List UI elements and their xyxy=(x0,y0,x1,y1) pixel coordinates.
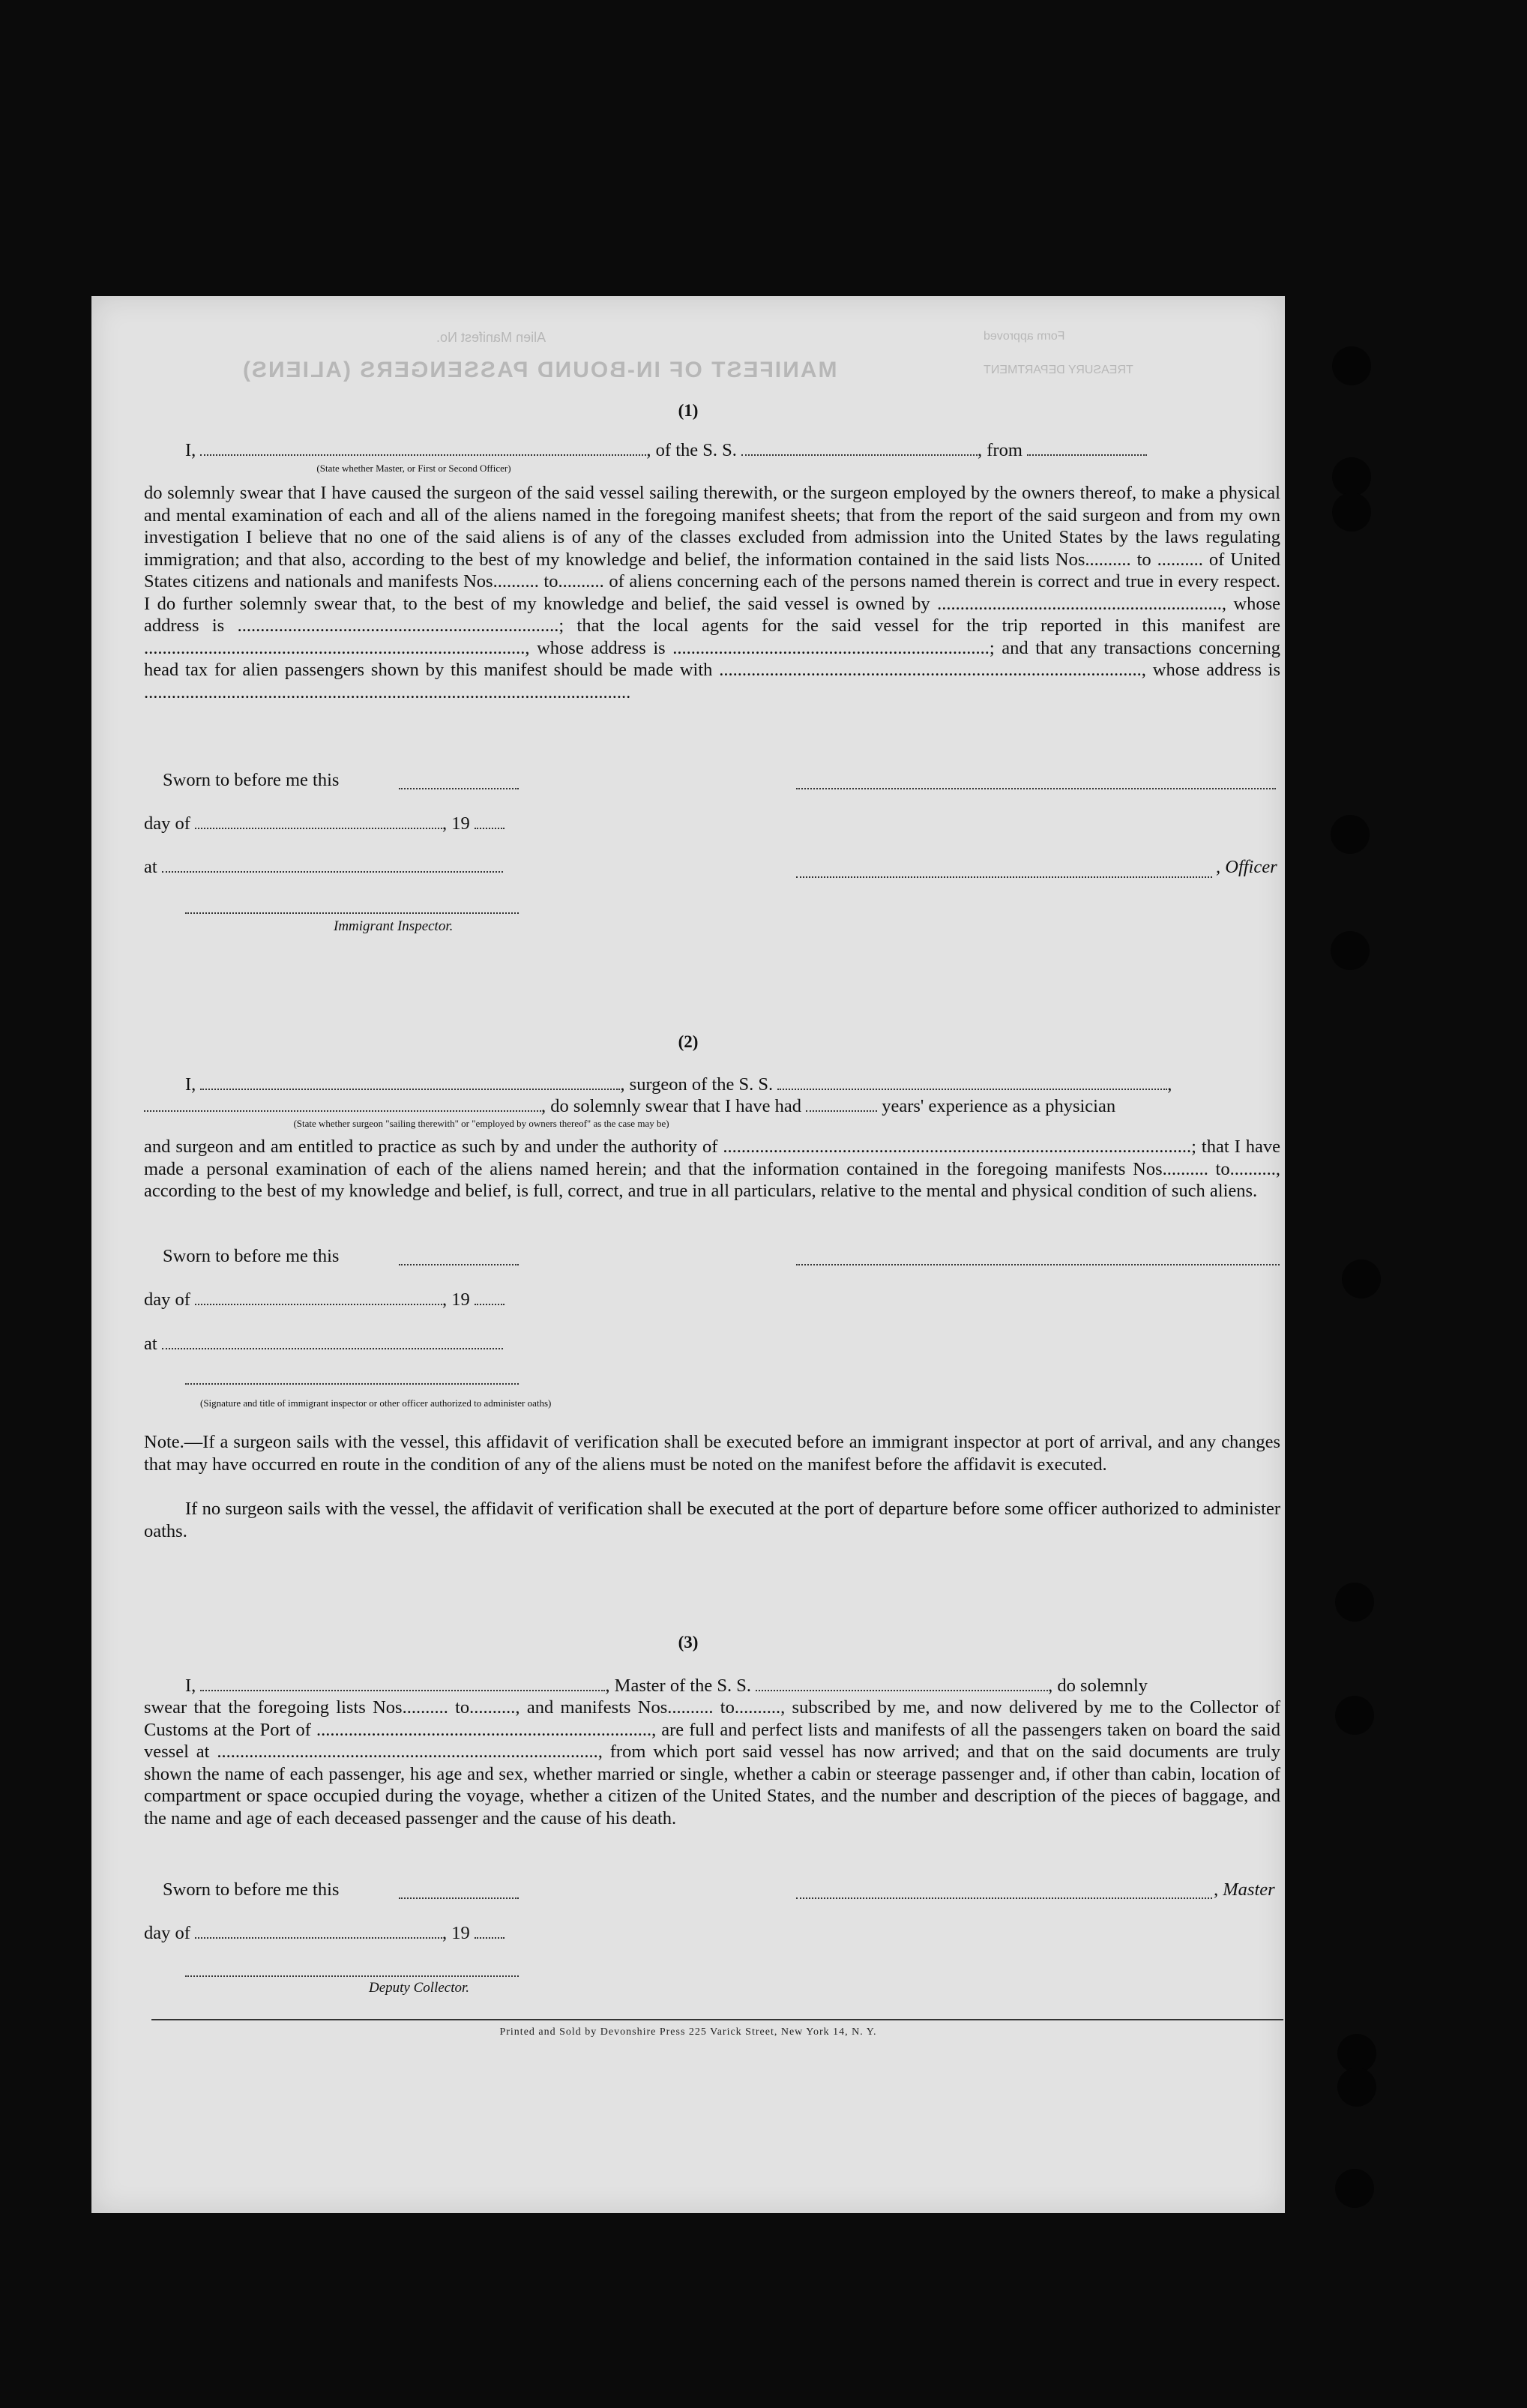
section-2-day-label: day of xyxy=(144,1289,190,1310)
vessel-name-field[interactable] xyxy=(741,442,978,456)
section-3-19: , 19 xyxy=(442,1923,470,1943)
section-1-at-label: at xyxy=(144,857,157,877)
section-1-19: , 19 xyxy=(442,813,470,834)
section-2-sig-hint: (Signature and title of immigrant inspector or other officer authorized to administer oaths) xyxy=(200,1397,552,1409)
section-3-line1 xyxy=(185,1676,1148,1697)
sworn-day-field-1[interactable] xyxy=(399,786,519,789)
punch-hole xyxy=(1337,2068,1376,2107)
years-experience-field[interactable] xyxy=(806,1098,877,1112)
section-3-i: I, xyxy=(185,1676,196,1696)
section-3-sworn: Sworn to before me this xyxy=(163,1879,340,1900)
deputy-collector-label: Deputy Collector. xyxy=(369,1980,470,1996)
section-2-body: and surgeon and am entitled to practice as such by and under the authority of ......................................................................................................; that I have made a personal examination of each of the aliens named herein; and that the information contained in the foregoing manifests Nos.......... to.........., according to the best of my knowledge and belief, is full, correct, and true in all particulars, relative to the mental and physical condition of such aliens. xyxy=(144,1137,1280,1201)
ghost-top-right-1: Form approved xyxy=(984,330,1065,343)
section-2-note-2: If no surgeon sails with the vessel, the affidavit of verification shall be executed at the port of departure before some officer authorized to administer oaths. xyxy=(144,1499,1280,1541)
section-2-day-of xyxy=(144,1289,505,1310)
officer-signature-field[interactable] xyxy=(796,875,1212,878)
section-3-body: swear that the foregoing lists Nos.......... to.........., and manifests Nos.......... to.........., subscribed by me, and now delivered by me to the Collector of Customs at the Port of ........................................................................., are full and perfect lists and manifests of all the passengers taken on board the said vessel at ..................................................................................., from which port said vessel has now arrived; and that on the said documents are truly shown the name of each passenger, his age and sex, whether married or single, whether a cabin or steerage passenger and, if other than cabin, location of compartment or space occupied during the voyage, whether a citizen of the United States, and the number and description of the pieces of baggage, and the name and age of each deceased passenger and the cause of his death. xyxy=(144,1697,1280,1828)
section-2-note-1: Note.—If a surgeon sails with the vessel, this affidavit of verification shall be executed before an immigrant inspector at port of arrival, and any changes that may have occurred en route in the condition of any of the aliens must be noted on the manifest before the affidavit is executed. xyxy=(144,1432,1280,1475)
master-signature-field-1[interactable] xyxy=(796,786,1276,789)
punch-hole xyxy=(1331,931,1370,970)
sworn-month-field-2[interactable] xyxy=(195,1292,442,1305)
sworn-month-field-3[interactable] xyxy=(195,1925,442,1939)
section-1-day-of xyxy=(144,813,505,834)
collector-signature-field[interactable] xyxy=(185,1974,519,1977)
section-2-sworn: Sworn to before me this xyxy=(163,1246,340,1266)
section-3-swear: , do solemnly xyxy=(1048,1676,1148,1696)
punch-hole xyxy=(1332,493,1371,532)
section-3-day-of xyxy=(144,1923,505,1944)
ghost-top-left: Alien Manifest No. xyxy=(436,330,546,345)
vessel-name-field-3[interactable] xyxy=(756,1678,1048,1691)
punch-hole xyxy=(1335,1583,1374,1622)
section-1-i: I, xyxy=(185,440,196,460)
section-1-from: , from xyxy=(978,440,1022,460)
punch-hole xyxy=(1335,2169,1374,2208)
section-1-hint: (State whether Master, or First or Second Officer) xyxy=(316,463,511,474)
surgeon-vessel-field[interactable] xyxy=(777,1077,1167,1090)
punch-hole xyxy=(1342,1259,1381,1298)
section-2-at xyxy=(144,1334,503,1355)
sworn-year-field-2[interactable] xyxy=(475,1292,505,1305)
master-signature-field-3[interactable] xyxy=(796,1896,1212,1899)
section-1-at xyxy=(144,857,503,878)
surgeon-signature-field[interactable] xyxy=(796,1262,1280,1265)
section-2-i: I, xyxy=(185,1074,196,1095)
section-3-number: (3) xyxy=(678,1633,699,1652)
section-1-day-label: day of xyxy=(144,813,190,834)
punch-hole xyxy=(1331,815,1370,854)
punch-hole xyxy=(1335,1696,1374,1735)
inspector-signature-field[interactable] xyxy=(185,911,519,914)
section-2-swear: , do solemnly swear that I have had xyxy=(541,1096,801,1116)
surgeon-status-field[interactable] xyxy=(144,1098,541,1112)
footer-rule xyxy=(151,2019,1283,2020)
sworn-place-field-2[interactable] xyxy=(162,1336,503,1349)
section-1-body: do solemnly swear that I have caused the surgeon of the said vessel sailing therewith, or the surgeon employed by the owners thereof, to make a physical and mental examination of each and all of the aliens named in the foregoing manifest sheets; that from the report of the said surgeon and from my own investigation I believe that no one of the said aliens is of any of the classes excluded from admission into the United States by the laws regulating immigration; and that also, according to the best of my knowledge and belief, the information contained in the said lists Nos.......... to .......... of United States citizens and nationals and manifests Nos.......... to.......... of aliens concerning each of the persons named therein is correct and true in every respect. I do further solemnly swear that, to the best of my knowledge and belief, the said vessel is owned by .............................................................., whose address is ......................................................................; that the local agents for the said vessel for the trip reported in this manifest are ..................................................................................., whose address is .....................................................................; and that any transactions concerning head tax for alien passengers shown by this manifest should be made with ............................................................................................, whose address is .......................................................................................................... xyxy=(144,483,1280,702)
ghost-title: MANIFEST OF IN-BOUND PASSENGERS (ALIENS) xyxy=(241,358,837,382)
inspector-signature-field-2[interactable] xyxy=(185,1382,519,1385)
sworn-day-field-3[interactable] xyxy=(399,1896,519,1899)
sworn-place-field-1[interactable] xyxy=(162,859,503,873)
officer-label: , Officer xyxy=(1216,857,1277,877)
printer-footer: Printed and Sold by Devonshire Press 225 Varick Street, New York 14, N. Y. xyxy=(499,2026,877,2038)
departure-port-field[interactable] xyxy=(1027,442,1147,456)
master-name-field[interactable] xyxy=(200,442,646,456)
punch-hole xyxy=(1332,346,1371,385)
section-3-day-label: day of xyxy=(144,1923,190,1943)
section-3-master-of: , Master of the S. S. xyxy=(605,1676,752,1696)
section-2-at-label: at xyxy=(144,1334,157,1354)
section-1-number: (1) xyxy=(678,401,699,420)
section-2-19: , 19 xyxy=(442,1289,470,1310)
surgeon-name-field[interactable] xyxy=(200,1077,620,1090)
master-label: , Master xyxy=(1214,1879,1275,1900)
section-1-sworn: Sworn to before me this xyxy=(163,770,340,790)
sworn-year-field-1[interactable] xyxy=(475,816,505,829)
sworn-year-field-3[interactable] xyxy=(475,1925,505,1939)
ghost-top-right-2: TREASURY DEPARTMENT xyxy=(984,364,1133,376)
section-2-hint: (State whether surgeon "sailing therewith" or "employed by owners thereof" as the case may be) xyxy=(293,1118,669,1129)
sworn-day-field-2[interactable] xyxy=(399,1262,519,1265)
immigrant-inspector-label: Immigrant Inspector. xyxy=(334,918,454,934)
punch-hole xyxy=(1332,457,1371,496)
section-2-years: years' experience as a physician xyxy=(882,1096,1116,1116)
section-2-number: (2) xyxy=(678,1032,699,1051)
section-1-of-ss: , of the S. S. xyxy=(646,440,737,460)
sworn-month-field-1[interactable] xyxy=(195,816,442,829)
section-2-line2 xyxy=(144,1096,1115,1117)
master-name-field-3[interactable] xyxy=(200,1678,605,1691)
section-2-surgeon-of: , surgeon of the S. S. xyxy=(620,1074,774,1095)
section-2-line1: I, , surgeon of the S. S. , xyxy=(185,1074,1172,1095)
section-1-line1 xyxy=(185,440,1147,461)
manifest-sheet xyxy=(91,296,1285,2213)
